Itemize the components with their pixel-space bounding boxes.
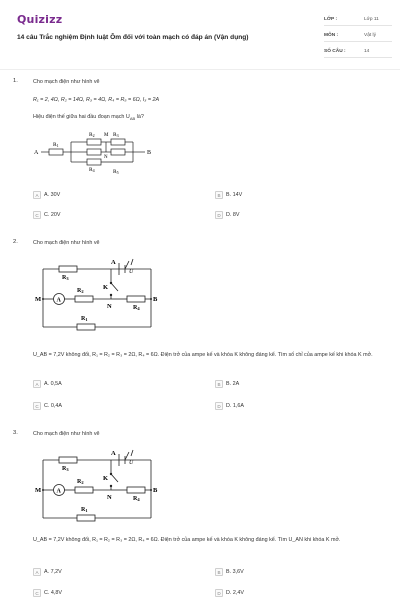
quizizz-logo[interactable]: Quizizz [17,13,63,26]
ammeter-label: A [56,297,61,304]
r1-label: R1 [81,316,88,322]
option-text: D. 8V [226,212,240,218]
option-letter: A [33,380,41,388]
r2-label: R2 [77,288,84,294]
r3-label: R3 [62,275,69,281]
option-text: C. 0,4A [44,403,62,409]
page-header [0,0,400,70]
meta-value: 14 [364,48,370,54]
option-letter: D [215,211,223,219]
option-a[interactable] [33,380,62,388]
node-a-label: A [111,450,116,457]
voltage-u-label: U [129,460,134,466]
meta-key: MÔN : [324,32,339,38]
meta-panel [324,13,392,61]
meta-key: SỐ CÂU : [324,48,346,54]
question-number: 2. [13,239,18,245]
question-number: 3. [13,430,18,436]
question-prompt: Hiệu điện thế giữa hai đầu đoạn mạch $U_{AB}$ là? [33,114,144,122]
option-text: D. 1,6A [226,403,244,409]
circuit-diagram-3 [33,446,163,528]
question-intro: Cho mạch điện như hình vẽ [33,79,100,85]
question-given: R₁ = 2, 4Ω, R₂ = 14Ω, R₃ = 4Ω, R₄ = R₅ = 6Ω, I₃ = 2A [33,97,160,103]
option-d[interactable] [215,589,244,597]
r5-label: R5 [113,169,119,174]
node-m-label: M [104,133,109,138]
node-a-label: A [111,259,116,266]
node-n-label: N [104,155,108,160]
option-letter: C [33,402,41,410]
option-letter: A [33,191,41,199]
meta-value: Lớp 11 [364,16,379,22]
r2-label: R2 [89,132,95,138]
r2-label: R2 [77,479,84,485]
meta-row-subject [324,29,392,42]
option-d[interactable] [215,211,239,219]
option-c[interactable] [33,402,62,410]
circuit-diagram-2 [33,255,163,337]
meta-row-class [324,13,392,26]
node-m-label: M [35,296,42,303]
node-a-label: A [34,150,39,156]
option-b[interactable] [215,568,244,576]
option-letter: D [215,589,223,597]
node-b-label: B [147,150,152,156]
option-text: A. 30V [44,192,61,198]
option-text: A. 0,5A [44,381,62,387]
question-intro: Cho mạch điện như hình vẽ [33,431,100,437]
node-b-label: B [153,296,158,303]
option-text: B. 2A [226,381,240,387]
option-letter: C [33,211,41,219]
node-n-label: N [107,303,112,310]
option-letter: C [33,589,41,597]
voltage-u-label: U [129,269,134,275]
option-text: B. 14V [226,192,243,198]
ammeter-label: A [56,488,61,495]
option-b[interactable] [215,380,239,388]
question-intro: Cho mạch điện như hình vẽ [33,240,100,246]
meta-key: LỚP : [324,16,338,22]
option-c[interactable] [33,589,62,597]
option-text: C. 4,8V [44,590,62,596]
r1-label: R1 [53,142,59,148]
option-text: D. 2,4V [226,590,244,596]
circuit-diagram-1 [33,130,163,174]
node-m-label: M [35,487,42,494]
page-title: 14 câu Trắc nghiệm Định luật Ôm đối với toàn mạch có đáp án (Vận dụng) [17,34,249,41]
r4-label: R4 [89,167,95,173]
meta-row-count [324,45,392,58]
option-text: A. 7,2V [44,569,62,575]
option-b[interactable] [215,191,242,199]
r3-label: R3 [113,132,119,138]
option-a[interactable] [33,191,60,199]
option-letter: B [215,568,223,576]
option-d[interactable] [215,402,244,410]
r1-label: R1 [81,507,88,513]
option-letter: D [215,402,223,410]
option-a[interactable] [33,568,62,576]
option-letter: B [215,191,223,199]
option-text: B. 3,6V [226,569,244,575]
node-n-label: N [107,494,112,501]
question-number: 1. [13,78,18,84]
r3-label: R3 [62,466,69,472]
switch-k-label: K [103,284,109,291]
node-b-label: B [153,487,158,494]
option-letter: B [215,380,223,388]
switch-k-label: K [103,475,109,482]
question-given: U_AB = 7,2V không đổi, R₁ = R₂ = R₃ = 2Ω, R₄ = 6Ω. Điện trở của ampe kế và khóa K không đáng kể. Tìm số chỉ của ampe kế khi khóa K mở. [33,352,373,358]
option-text: C. 20V [44,212,61,218]
r4-label: R4 [133,305,140,311]
r4-label: R4 [133,496,140,502]
option-c[interactable] [33,211,60,219]
meta-value: Vật lý [364,32,376,38]
question-given: U_AB = 7,2V không đổi, R₁ = R₂ = R₃ = 2Ω, R₄ = 6Ω. Điện trở của ampe kế và khóa K không đáng kể. Tìm U_AN khi khóa K mở. [33,537,341,543]
option-letter: A [33,568,41,576]
